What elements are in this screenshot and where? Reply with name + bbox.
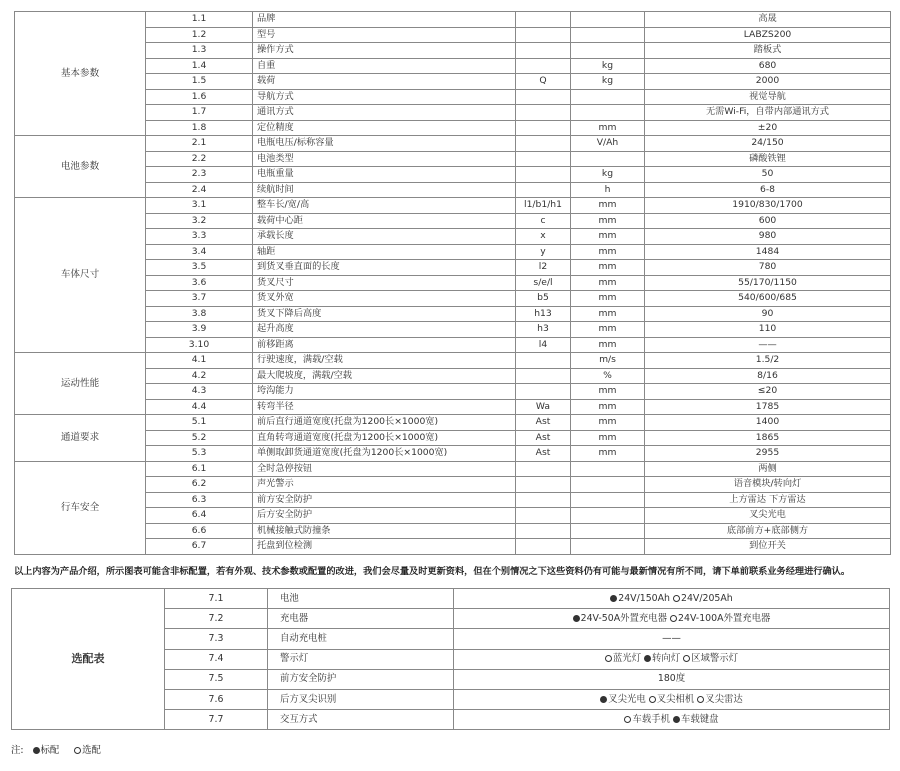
item-unit: mm <box>571 260 645 276</box>
table-row <box>15 322 891 338</box>
category-cell: 通道要求 <box>15 415 146 462</box>
option-number: 7.6 <box>165 689 268 709</box>
item-name: 行驶速度，满载/空载 <box>253 353 516 369</box>
item-name: 载荷 <box>253 74 516 90</box>
option-number: 7.3 <box>165 629 268 649</box>
option-name: 前方安全防护 <box>268 669 454 689</box>
item-symbol <box>516 384 571 400</box>
table-row <box>15 43 891 59</box>
item-symbol <box>516 27 571 43</box>
hollow-dot-icon <box>624 716 631 723</box>
table-row <box>15 492 891 508</box>
item-number: 6.4 <box>146 508 253 524</box>
item-value: 1484 <box>645 244 891 260</box>
item-value: 1400 <box>645 415 891 431</box>
item-number: 1.4 <box>146 58 253 74</box>
option-value-text: 车载键盘 <box>680 713 719 725</box>
item-symbol <box>516 105 571 121</box>
item-symbol <box>516 58 571 74</box>
option-name: 后方叉尖识别 <box>268 689 454 709</box>
table-row <box>15 74 891 90</box>
table-row <box>15 89 891 105</box>
item-symbol: l4 <box>516 337 571 353</box>
table-row <box>15 182 891 198</box>
category-cell: 电池参数 <box>15 136 146 198</box>
option-values <box>454 649 890 669</box>
table-row <box>15 446 891 462</box>
option-name: 警示灯 <box>268 649 454 669</box>
item-value: 1910/830/1700 <box>645 198 891 214</box>
option-value-text: 车载手机 <box>632 713 670 725</box>
item-symbol: h13 <box>516 306 571 322</box>
item-value: ≤20 <box>645 384 891 400</box>
option-values <box>454 629 890 649</box>
table-row <box>15 58 891 74</box>
item-number: 5.1 <box>146 415 253 431</box>
table-row <box>15 12 891 28</box>
option-name: 充电器 <box>268 609 454 629</box>
item-value: 680 <box>645 58 891 74</box>
filled-dot-icon <box>573 615 580 622</box>
option-value-text: 区域警示灯 <box>691 653 739 665</box>
item-number: 2.4 <box>146 182 253 198</box>
item-value: 540/600/685 <box>645 291 891 307</box>
item-number: 2.3 <box>146 167 253 183</box>
item-name: 起升高度 <box>253 322 516 338</box>
option-values <box>454 689 890 709</box>
option-number: 7.1 <box>165 589 268 609</box>
item-number: 2.2 <box>146 151 253 167</box>
option-values <box>454 710 890 730</box>
item-symbol <box>516 461 571 477</box>
item-symbol <box>516 43 571 59</box>
table-row <box>15 275 891 291</box>
item-name: 前移距离 <box>253 337 516 353</box>
option-values <box>454 609 890 629</box>
item-name: 转弯半径 <box>253 399 516 415</box>
item-symbol <box>516 182 571 198</box>
item-unit: % <box>571 368 645 384</box>
item-symbol: Ast <box>516 446 571 462</box>
item-number: 6.3 <box>146 492 253 508</box>
item-unit: h <box>571 182 645 198</box>
table-row <box>15 415 891 431</box>
item-name: 型号 <box>253 27 516 43</box>
item-unit: kg <box>571 58 645 74</box>
table-row <box>15 229 891 245</box>
item-value: 叉尖光电 <box>645 508 891 524</box>
table-row <box>15 523 891 539</box>
item-unit <box>571 151 645 167</box>
option-number: 7.4 <box>165 649 268 669</box>
item-unit <box>571 523 645 539</box>
item-number: 1.2 <box>146 27 253 43</box>
filled-dot-icon <box>33 747 40 754</box>
option-number: 7.7 <box>165 710 268 730</box>
filled-dot-icon <box>673 716 680 723</box>
item-number: 6.6 <box>146 523 253 539</box>
item-name: 货叉外宽 <box>253 291 516 307</box>
item-name: 电瓶重量 <box>253 167 516 183</box>
item-symbol <box>516 167 571 183</box>
item-name: 自重 <box>253 58 516 74</box>
item-unit: mm <box>571 244 645 260</box>
item-number: 3.1 <box>146 198 253 214</box>
hollow-dot-icon <box>74 747 81 754</box>
item-name: 最大爬坡度，满载/空载 <box>253 368 516 384</box>
item-unit: mm <box>571 337 645 353</box>
option-values <box>454 669 890 689</box>
table-row <box>15 461 891 477</box>
category-cell: 车体尺寸 <box>15 198 146 353</box>
table-row <box>15 260 891 276</box>
option-value-text: 24V-50A外置充电器 <box>580 612 668 624</box>
item-value: 90 <box>645 306 891 322</box>
item-unit: mm <box>571 399 645 415</box>
item-unit: mm <box>571 275 645 291</box>
option-value-text: 蓝光灯 <box>612 653 642 665</box>
option-name: 交互方式 <box>268 710 454 730</box>
item-unit <box>571 461 645 477</box>
item-unit: m/s <box>571 353 645 369</box>
table-row <box>15 151 891 167</box>
item-value: 底部前方+底部侧方 <box>645 523 891 539</box>
item-value: 两侧 <box>645 461 891 477</box>
item-unit <box>571 12 645 28</box>
item-unit <box>571 89 645 105</box>
item-value: 8/16 <box>645 368 891 384</box>
spec-table <box>14 11 891 555</box>
item-name: 声光警示 <box>253 477 516 493</box>
item-name: 托盘到位检测 <box>253 539 516 555</box>
item-name: 货叉下降后高度 <box>253 306 516 322</box>
item-symbol: y <box>516 244 571 260</box>
hollow-dot-icon <box>673 595 680 602</box>
item-symbol: x <box>516 229 571 245</box>
item-name: 机械接触式防撞条 <box>253 523 516 539</box>
item-number: 4.3 <box>146 384 253 400</box>
item-value: 语音模块/转向灯 <box>645 477 891 493</box>
item-value: 1865 <box>645 430 891 446</box>
option-value-text: 24V/150Ah <box>618 592 670 604</box>
item-unit: mm <box>571 430 645 446</box>
item-value: 踏板式 <box>645 43 891 59</box>
item-value: —— <box>645 337 891 353</box>
option-value-text: 24V/205Ah <box>680 592 733 604</box>
hollow-dot-icon <box>649 696 656 703</box>
item-number: 6.1 <box>146 461 253 477</box>
table-row <box>15 430 891 446</box>
table-row <box>15 198 891 214</box>
table-row <box>15 508 891 524</box>
item-number: 1.8 <box>146 120 253 136</box>
item-unit: mm <box>571 446 645 462</box>
item-number: 5.3 <box>146 446 253 462</box>
item-name: 全时急停按钮 <box>253 461 516 477</box>
item-value: LABZS200 <box>645 27 891 43</box>
item-unit: mm <box>571 120 645 136</box>
item-value: ±20 <box>645 120 891 136</box>
item-value: 磷酸铁锂 <box>645 151 891 167</box>
option-name: 电池 <box>268 589 454 609</box>
option-number: 7.2 <box>165 609 268 629</box>
option-value-text: 叉尖雷达 <box>705 693 743 705</box>
item-value: 2955 <box>645 446 891 462</box>
item-unit: kg <box>571 167 645 183</box>
item-number: 3.4 <box>146 244 253 260</box>
item-number: 4.4 <box>146 399 253 415</box>
item-number: 6.7 <box>146 539 253 555</box>
item-symbol <box>516 492 571 508</box>
item-value: 1.5/2 <box>645 353 891 369</box>
item-name: 定位精度 <box>253 120 516 136</box>
item-name: 电池类型 <box>253 151 516 167</box>
item-unit: mm <box>571 384 645 400</box>
legend <box>11 742 101 756</box>
item-name: 导航方式 <box>253 89 516 105</box>
filled-dot-icon <box>600 696 607 703</box>
item-number: 4.1 <box>146 353 253 369</box>
item-name: 前后直行通道宽度(托盘为1200长×1000宽) <box>253 415 516 431</box>
item-symbol <box>516 136 571 152</box>
item-value: 1785 <box>645 399 891 415</box>
item-unit <box>571 508 645 524</box>
item-number: 3.5 <box>146 260 253 276</box>
item-number: 3.6 <box>146 275 253 291</box>
item-symbol <box>516 523 571 539</box>
item-number: 3.10 <box>146 337 253 353</box>
item-value: 780 <box>645 260 891 276</box>
table-row <box>15 368 891 384</box>
filled-dot-icon <box>644 655 651 662</box>
item-value: 2000 <box>645 74 891 90</box>
item-symbol: Q <box>516 74 571 90</box>
item-name: 操作方式 <box>253 43 516 59</box>
item-name: 载荷中心距 <box>253 213 516 229</box>
item-unit: mm <box>571 291 645 307</box>
item-number: 5.2 <box>146 430 253 446</box>
table-row <box>15 399 891 415</box>
item-symbol: b5 <box>516 291 571 307</box>
item-value: 24/150 <box>645 136 891 152</box>
item-unit <box>571 27 645 43</box>
item-value: 6-8 <box>645 182 891 198</box>
item-symbol <box>516 508 571 524</box>
item-name: 品牌 <box>253 12 516 28</box>
option-row <box>12 589 890 609</box>
table-row <box>15 105 891 121</box>
item-number: 3.7 <box>146 291 253 307</box>
table-row <box>15 539 891 555</box>
item-unit: mm <box>571 229 645 245</box>
option-value-text: 180度 <box>657 673 686 685</box>
table-row <box>15 306 891 322</box>
hollow-dot-icon <box>605 655 612 662</box>
item-symbol <box>516 353 571 369</box>
item-symbol: c <box>516 213 571 229</box>
legend-prefix: 注: <box>11 745 24 756</box>
item-number: 1.1 <box>146 12 253 28</box>
item-name: 直角转弯通道宽度(托盘为1200长×1000宽) <box>253 430 516 446</box>
options-table <box>11 588 890 730</box>
item-symbol <box>516 89 571 105</box>
table-row <box>15 291 891 307</box>
table-row <box>15 353 891 369</box>
disclaimer-note: 以上内容为产品介绍，所示图表可能含非标配置，若有外观、技术参数或配置的改进，我们会尽量及时更新资料，但在个别情况之下这些资料仍有可能与最新情况有所不同，请下单前联系业务经理进行确认。 <box>14 566 851 577</box>
table-row <box>15 337 891 353</box>
item-unit: kg <box>571 74 645 90</box>
hollow-dot-icon <box>670 615 677 622</box>
item-symbol: s/e/l <box>516 275 571 291</box>
item-symbol <box>516 151 571 167</box>
item-number: 3.3 <box>146 229 253 245</box>
table-row <box>15 477 891 493</box>
option-value-text: 叉尖相机 <box>656 693 695 705</box>
options-category: 选配表 <box>12 589 165 730</box>
hollow-dot-icon <box>697 696 704 703</box>
item-symbol: Ast <box>516 415 571 431</box>
item-value: 高晟 <box>645 12 891 28</box>
item-value: 无需Wi-Fi，自带内部通讯方式 <box>645 105 891 121</box>
item-name: 后方安全防护 <box>253 508 516 524</box>
hollow-dot-icon <box>683 655 690 662</box>
item-value: 600 <box>645 213 891 229</box>
item-number: 1.7 <box>146 105 253 121</box>
item-symbol: l2 <box>516 260 571 276</box>
item-unit: mm <box>571 415 645 431</box>
item-symbol: h3 <box>516 322 571 338</box>
item-unit: mm <box>571 198 645 214</box>
item-name: 续航时间 <box>253 182 516 198</box>
item-number: 1.3 <box>146 43 253 59</box>
item-value: 50 <box>645 167 891 183</box>
item-symbol <box>516 539 571 555</box>
item-name: 电瓶电压/标称容量 <box>253 136 516 152</box>
item-symbol <box>516 477 571 493</box>
item-unit <box>571 105 645 121</box>
item-symbol: l1/b1/h1 <box>516 198 571 214</box>
option-value-text: 24V-100A外置充电器 <box>678 612 771 624</box>
item-name: 前方安全防护 <box>253 492 516 508</box>
item-symbol: Wa <box>516 399 571 415</box>
table-row <box>15 244 891 260</box>
table-row <box>15 136 891 152</box>
filled-dot-icon <box>610 595 617 602</box>
table-row <box>15 120 891 136</box>
legend-standard: 标配 <box>40 745 60 756</box>
item-unit <box>571 477 645 493</box>
item-unit: mm <box>571 306 645 322</box>
item-name: 单侧取卸货通道宽度(托盘为1200长×1000宽) <box>253 446 516 462</box>
item-value: 55/170/1150 <box>645 275 891 291</box>
item-unit <box>571 539 645 555</box>
category-cell: 行车安全 <box>15 461 146 554</box>
item-number: 3.9 <box>146 322 253 338</box>
item-symbol <box>516 120 571 136</box>
item-name: 货叉尺寸 <box>253 275 516 291</box>
item-symbol: Ast <box>516 430 571 446</box>
legend-optional: 选配 <box>82 745 101 756</box>
item-unit <box>571 492 645 508</box>
item-name: 承载长度 <box>253 229 516 245</box>
category-cell: 基本参数 <box>15 12 146 136</box>
option-name: 自动充电桩 <box>268 629 454 649</box>
item-number: 4.2 <box>146 368 253 384</box>
item-number: 3.8 <box>146 306 253 322</box>
item-name: 到货叉垂直面的长度 <box>253 260 516 276</box>
item-value: 980 <box>645 229 891 245</box>
item-unit: V/Ah <box>571 136 645 152</box>
table-row <box>15 213 891 229</box>
table-row <box>15 27 891 43</box>
item-number: 6.2 <box>146 477 253 493</box>
item-number: 1.6 <box>146 89 253 105</box>
item-symbol <box>516 12 571 28</box>
item-name: 垮沟能力 <box>253 384 516 400</box>
item-number: 3.2 <box>146 213 253 229</box>
item-value: 110 <box>645 322 891 338</box>
item-value: 上方雷达 下方雷达 <box>645 492 891 508</box>
table-row <box>15 167 891 183</box>
item-unit <box>571 43 645 59</box>
table-row <box>15 384 891 400</box>
item-value: 到位开关 <box>645 539 891 555</box>
option-value-text: —— <box>662 632 681 644</box>
option-values <box>454 589 890 609</box>
item-name: 轴距 <box>253 244 516 260</box>
item-name: 通讯方式 <box>253 105 516 121</box>
option-value-text: 叉尖光电 <box>608 693 646 705</box>
item-value: 视觉导航 <box>645 89 891 105</box>
item-unit: mm <box>571 322 645 338</box>
item-number: 1.5 <box>146 74 253 90</box>
item-symbol <box>516 368 571 384</box>
option-value-text: 转向灯 <box>652 653 681 665</box>
item-unit: mm <box>571 213 645 229</box>
option-number: 7.5 <box>165 669 268 689</box>
item-name: 整车长/宽/高 <box>253 198 516 214</box>
item-number: 2.1 <box>146 136 253 152</box>
category-cell: 运动性能 <box>15 353 146 415</box>
